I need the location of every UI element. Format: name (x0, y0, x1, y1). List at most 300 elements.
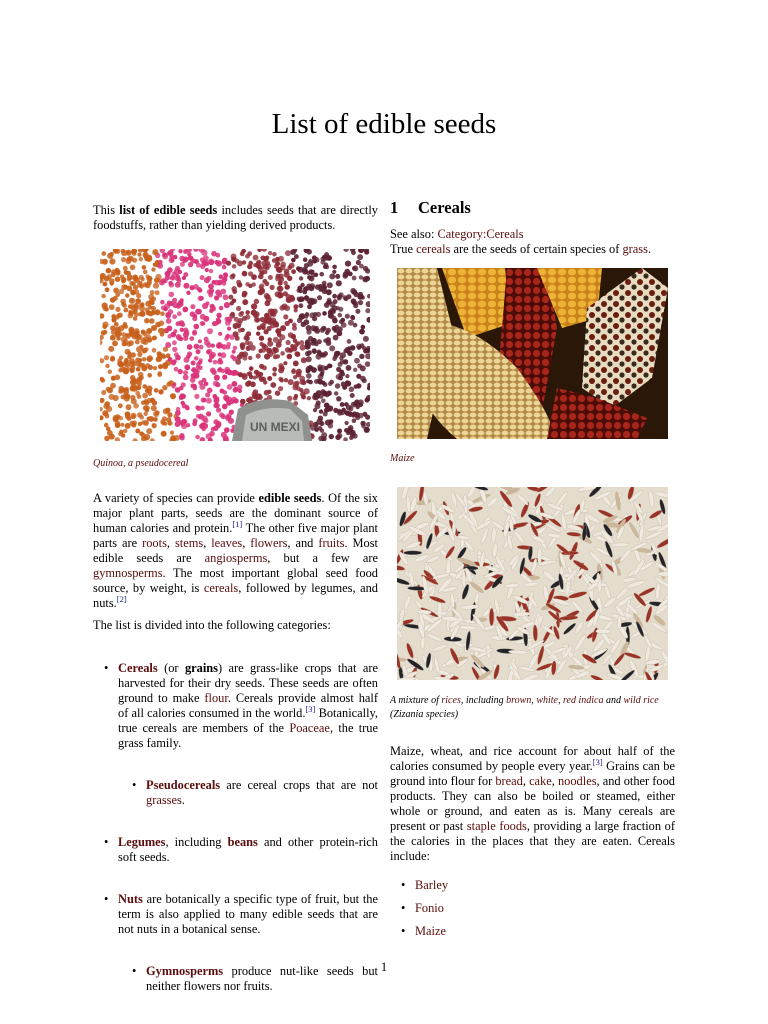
quinoa-seed (339, 319, 344, 324)
quinoa-seed (190, 383, 195, 388)
bullet-icon: • (132, 964, 137, 978)
quinoa-seed (200, 275, 205, 280)
quinoa-seed (191, 373, 196, 378)
quinoa-seed (109, 394, 115, 400)
quinoa-seed (170, 258, 174, 262)
quinoa-seed (335, 274, 340, 279)
quinoa-seed (111, 330, 116, 335)
quinoa-seed (275, 391, 280, 396)
quinoa-seed (209, 269, 213, 273)
quinoa-seed (119, 356, 123, 360)
quinoa-seed (222, 375, 227, 380)
quinoa-seed (349, 387, 355, 393)
quinoa-caption-link[interactable]: Quinoa, a pseudocereal (93, 458, 189, 469)
quinoa-seed (183, 283, 189, 289)
quinoa-seed (142, 357, 147, 362)
quinoa-seed (181, 419, 186, 424)
quinoa-seed (169, 292, 175, 298)
quinoa-seed (248, 271, 253, 276)
quinoa-seed (306, 373, 312, 379)
quinoa-seed (216, 313, 221, 318)
quinoa-seed (195, 405, 199, 409)
quinoa-seed (316, 312, 321, 317)
quinoa-seed (236, 280, 241, 285)
quinoa-seed (126, 413, 130, 417)
quinoa-seed (101, 294, 105, 298)
quinoa-seed (204, 337, 209, 342)
link-fruits[interactable]: fruits (318, 536, 345, 550)
quinoa-seed (272, 320, 277, 325)
quinoa-seed (147, 280, 152, 285)
quinoa-seed (267, 341, 273, 347)
quinoa-seed (357, 254, 363, 260)
quinoa-seed (226, 342, 231, 347)
cereal-item (401, 901, 675, 916)
quinoa-seed (224, 274, 228, 278)
quinoa-seed (172, 298, 177, 303)
quinoa-seed (213, 360, 218, 365)
quinoa-seed (123, 429, 128, 434)
quinoa-seed (136, 346, 142, 352)
link-stems[interactable]: stems (174, 536, 204, 550)
quinoa-seed (224, 428, 229, 433)
quinoa-seed (198, 288, 203, 293)
quinoa-seed (328, 310, 334, 316)
quinoa-seed (295, 352, 300, 357)
quinoa-seed (120, 387, 125, 392)
link-grass[interactable]: grass (622, 242, 648, 256)
quinoa-seed (212, 321, 217, 326)
quinoa-seed (135, 429, 140, 434)
quinoa-seed (283, 361, 287, 365)
link-rices[interactable]: rices (441, 695, 461, 706)
quinoa-seed (299, 303, 304, 308)
quinoa-seed (327, 282, 333, 288)
quinoa-seed (345, 421, 349, 425)
quinoa-seed (136, 367, 141, 372)
link-bread[interactable]: bread (495, 774, 523, 788)
quinoa-seed (338, 307, 343, 312)
quinoa-seed (278, 386, 283, 391)
link-gymnosperms-category[interactable]: Gymnosperms (146, 964, 224, 978)
rice-photo (397, 487, 668, 680)
quinoa-seed (251, 303, 257, 309)
quinoa-seed (224, 302, 230, 308)
quinoa-seed (192, 316, 197, 321)
quinoa-seed (360, 365, 366, 371)
quinoa-seed (297, 297, 301, 301)
para-text: , but a few are (267, 551, 378, 565)
quinoa-seed (287, 276, 292, 281)
quinoa-seed (230, 312, 235, 317)
page-title: List of edible seeds (271, 108, 497, 140)
quinoa-seed (259, 336, 264, 341)
para-text: . (647, 242, 652, 256)
maize-caption-link[interactable]: Maize (390, 453, 415, 464)
quinoa-seed (152, 423, 157, 428)
quinoa-seed (332, 270, 336, 274)
link-wild-rice[interactable]: wild rice (623, 695, 659, 706)
list-text: . (181, 793, 185, 807)
para-text: , providing a large fraction of the calories in the places that they are eaten. Cereals include: (390, 819, 675, 863)
quinoa-seed (166, 353, 171, 358)
quinoa-seed (204, 382, 209, 387)
quinoa-caption (93, 457, 378, 471)
quinoa-seed (253, 263, 257, 267)
quinoa-seed (231, 254, 237, 260)
quinoa-seed (318, 374, 324, 380)
quinoa-seed (365, 348, 370, 353)
link-cereals-section[interactable]: cereals (416, 242, 451, 256)
link-maize[interactable]: Maize (415, 924, 446, 938)
link-brown[interactable]: brown (506, 695, 532, 706)
link-poaceae[interactable]: Poaceae (289, 721, 330, 735)
quinoa-seed (122, 324, 127, 329)
rice-grain (404, 551, 422, 555)
quinoa-seed (350, 288, 356, 294)
quinoa-seed (293, 304, 298, 309)
link-beans[interactable]: beans (227, 835, 258, 849)
quinoa-seed (167, 326, 173, 332)
quinoa-seed (200, 314, 206, 320)
quinoa-seed (308, 269, 313, 274)
quinoa-seed (219, 306, 224, 311)
quinoa-seed (306, 329, 311, 334)
quinoa-seed (354, 358, 360, 364)
quinoa-seed (293, 375, 297, 379)
quinoa-seed (172, 314, 177, 319)
quinoa-seed (329, 380, 334, 385)
quinoa-seed (335, 325, 339, 329)
quinoa-seed (158, 364, 163, 369)
link-staple-foods[interactable]: staple foods (466, 819, 527, 833)
quinoa-seed (354, 301, 358, 305)
quinoa-seed (142, 348, 148, 354)
quinoa-seed (119, 289, 124, 294)
quinoa-seed (227, 384, 233, 390)
quinoa-seed (319, 272, 324, 277)
quinoa-seed (236, 306, 241, 311)
caption-text: A mixture of (390, 695, 442, 706)
list-item-legumes (104, 835, 378, 865)
quinoa-seed (207, 388, 213, 394)
quinoa-seed (171, 384, 176, 389)
quinoa-seed (337, 433, 343, 439)
quinoa-seed (133, 275, 138, 280)
quinoa-seed (101, 390, 106, 395)
quinoa-seed (176, 407, 181, 412)
quinoa-seed (150, 290, 155, 295)
quinoa-seed (279, 378, 284, 383)
rice-grain (489, 608, 494, 626)
quinoa-seed (326, 328, 331, 333)
quinoa-seed (138, 372, 144, 378)
quinoa-seed (144, 434, 150, 440)
quinoa-seed (161, 431, 167, 437)
quinoa-seed (293, 338, 298, 343)
quinoa-seed (311, 325, 317, 331)
quinoa-seed (267, 376, 272, 381)
quinoa-seed (115, 276, 121, 282)
quinoa-seed (259, 364, 264, 369)
bullet-icon: • (104, 892, 109, 906)
list-text: (or (157, 661, 185, 675)
quinoa-seed (260, 317, 265, 322)
link-flowers[interactable]: flowers (250, 536, 288, 550)
quinoa-seed (285, 250, 291, 256)
quinoa-seed (320, 257, 325, 262)
quinoa-seed (219, 274, 224, 279)
quinoa-seed (349, 436, 353, 440)
quinoa-seed (312, 348, 317, 353)
quinoa-seed (220, 289, 226, 295)
quinoa-seed (317, 351, 322, 356)
quinoa-seed (336, 396, 341, 401)
quinoa-seed (204, 277, 210, 283)
quinoa-seed (129, 298, 135, 304)
quinoa-seed (291, 258, 296, 263)
quinoa-seed (245, 282, 250, 287)
quinoa-seed (345, 381, 351, 387)
quinoa-seed (365, 415, 370, 420)
quinoa-seed (304, 286, 309, 291)
quinoa-seed (240, 399, 246, 405)
link-roots[interactable]: roots (142, 536, 167, 550)
quinoa-seed (231, 273, 236, 278)
reference-link[interactable]: [3] (305, 703, 316, 714)
quinoa-seed (174, 352, 179, 357)
quinoa-seed (109, 258, 115, 264)
quinoa-seed (159, 320, 165, 326)
quinoa-seed (359, 354, 364, 359)
quinoa-seed (165, 408, 171, 414)
quinoa-seed (332, 294, 337, 299)
quinoa-image (100, 249, 370, 441)
quinoa-seed (240, 343, 245, 348)
link-pseudocereals[interactable]: Pseudocereals (146, 778, 221, 792)
quinoa-seed (288, 379, 294, 385)
quinoa-seed (205, 268, 209, 272)
link-nuts[interactable]: Nuts (118, 892, 143, 906)
quinoa-seed (322, 285, 327, 290)
quinoa-seed (181, 323, 185, 327)
quinoa-seed (153, 366, 157, 370)
quinoa-seed (166, 417, 171, 422)
quinoa-seed (194, 394, 199, 399)
quinoa-seed (130, 395, 135, 400)
quinoa-seed (222, 404, 228, 410)
quinoa-seed (196, 349, 201, 354)
quinoa-seed (209, 309, 213, 313)
link-red-indica[interactable]: red indica (563, 695, 604, 706)
caption-text: and (603, 695, 624, 706)
quinoa-seed (132, 251, 137, 256)
quinoa-seed (110, 335, 116, 341)
quinoa-seed (305, 312, 309, 316)
quinoa-seed (116, 313, 121, 318)
quinoa-seed (237, 354, 243, 360)
quinoa-seed (199, 296, 204, 301)
quinoa-seed (245, 310, 250, 315)
quinoa-seed (242, 299, 248, 305)
quinoa-seed (278, 367, 284, 373)
quinoa-photo (100, 249, 370, 441)
quinoa-seed (211, 344, 215, 348)
quinoa-seed (126, 404, 132, 410)
quinoa-seed (169, 254, 174, 259)
quinoa-seed (229, 335, 234, 340)
quinoa-seed (134, 328, 140, 334)
quinoa-seed (219, 412, 224, 417)
quinoa-seed (354, 412, 360, 418)
quinoa-seed (172, 347, 177, 352)
quinoa-seed (131, 384, 137, 390)
quinoa-seed (347, 427, 353, 433)
quinoa-seed (142, 331, 147, 336)
quinoa-seed (130, 366, 135, 371)
quinoa-seed (272, 372, 276, 376)
quinoa-seed (143, 270, 148, 275)
link-noodles[interactable]: noodles (557, 774, 597, 788)
quinoa-seed (104, 355, 109, 360)
quinoa-seed (105, 414, 110, 419)
quinoa-seed (185, 405, 190, 410)
quinoa-seed (226, 261, 231, 266)
quinoa-seed (231, 397, 237, 403)
quinoa-seed (134, 305, 139, 310)
bullet-icon: • (132, 778, 137, 792)
intro-bold-term: list of edible seeds (119, 203, 218, 217)
quinoa-seed (356, 383, 361, 388)
quinoa-seed (107, 387, 113, 393)
quinoa-seed (312, 316, 317, 321)
quinoa-seed (179, 256, 185, 262)
quinoa-seed (101, 378, 106, 383)
reference-link[interactable]: [3] (592, 756, 603, 767)
quinoa-seed (170, 393, 176, 399)
quinoa-seed (350, 393, 355, 398)
quinoa-seed (301, 322, 306, 327)
link-gymnosperms[interactable]: gymnosperms (93, 566, 163, 580)
quinoa-seed (147, 389, 152, 394)
quinoa-seed (152, 336, 157, 341)
quinoa-seed (280, 262, 286, 268)
quinoa-seed (340, 402, 345, 407)
reference-link[interactable]: [2] (116, 593, 127, 604)
quinoa-seed (222, 390, 227, 395)
quinoa-seed (334, 391, 338, 395)
reference-link[interactable]: [1] (232, 518, 243, 529)
quinoa-seed (142, 393, 148, 399)
link-angiosperms[interactable]: angiosperms (204, 551, 268, 565)
quinoa-seed (232, 356, 237, 361)
quinoa-seed (258, 265, 262, 269)
quinoa-seed (133, 403, 139, 409)
quinoa-seed (323, 351, 328, 356)
link-cereals-category[interactable]: Cereals (118, 661, 158, 675)
quinoa-seed (160, 353, 165, 358)
quinoa-seed (358, 300, 363, 305)
left-column (93, 203, 378, 994)
quinoa-seed (293, 396, 298, 401)
quinoa-seed (183, 332, 189, 338)
quinoa-seed (151, 405, 157, 411)
quinoa-seed (202, 259, 208, 265)
rice-grain (618, 616, 622, 630)
quinoa-seed (139, 415, 144, 420)
quinoa-seed (135, 298, 141, 304)
quinoa-seed (347, 339, 352, 344)
quinoa-seed (242, 293, 247, 298)
quinoa-seed (179, 394, 184, 399)
quinoa-seed (124, 368, 129, 373)
quinoa-seed (259, 285, 263, 289)
quinoa-seed (248, 371, 253, 376)
quinoa-seed (130, 265, 136, 271)
link-cake[interactable]: cake (529, 774, 552, 788)
link-cereals[interactable]: cereals (203, 581, 239, 595)
quinoa-seed (115, 420, 121, 426)
quinoa-seed (321, 326, 326, 331)
quinoa-seed (129, 329, 135, 335)
quinoa-seed (337, 331, 343, 337)
quinoa-seed (179, 337, 183, 341)
quinoa-seed (168, 309, 173, 314)
quinoa-seed (290, 344, 294, 348)
quinoa-seed (323, 382, 328, 387)
quinoa-seed (130, 290, 136, 296)
link-white[interactable]: white (536, 695, 558, 706)
quinoa-seed (225, 415, 231, 421)
quinoa-seed (141, 277, 145, 281)
link-flour[interactable]: flour (204, 691, 228, 705)
quinoa-seed (256, 332, 260, 336)
link-barley[interactable]: Barley (415, 878, 449, 892)
quinoa-seed (345, 374, 349, 378)
quinoa-seed (118, 432, 123, 437)
quinoa-seed (258, 289, 264, 295)
quinoa-seed (139, 257, 143, 261)
link-fonio[interactable]: Fonio (415, 901, 444, 915)
quinoa-seed (192, 421, 197, 426)
quinoa-seed (336, 280, 342, 286)
quinoa-seed (158, 371, 162, 375)
quinoa-seed (322, 311, 327, 316)
quinoa-seed (158, 389, 163, 394)
quinoa-seed (291, 269, 296, 274)
quinoa-seed (314, 342, 319, 347)
quinoa-seed (131, 415, 135, 419)
link-grasses[interactable]: grasses (146, 793, 182, 807)
quinoa-seed (306, 249, 312, 255)
quinoa-seed (266, 297, 272, 303)
link-legumes[interactable]: Legumes (118, 835, 166, 849)
link-leaves[interactable]: leaves (211, 536, 243, 550)
quinoa-seed (142, 265, 147, 270)
quinoa-seed (215, 253, 220, 258)
para-text: Grains can be ground into flour for (390, 759, 675, 788)
quinoa-seed (152, 400, 157, 405)
quinoa-seed (238, 312, 243, 317)
quinoa-seed (153, 411, 159, 417)
quinoa-seed (206, 398, 212, 404)
bold-term: grains (184, 661, 218, 675)
para-text: . Of the six major plant parts, seeds are the dominant source of human calories and protein. (93, 491, 378, 535)
quinoa-seed (162, 252, 167, 257)
link-category-cereals[interactable]: Category:Cereals (437, 227, 524, 241)
quinoa-seed (137, 352, 142, 357)
intro-text: This (93, 203, 120, 217)
